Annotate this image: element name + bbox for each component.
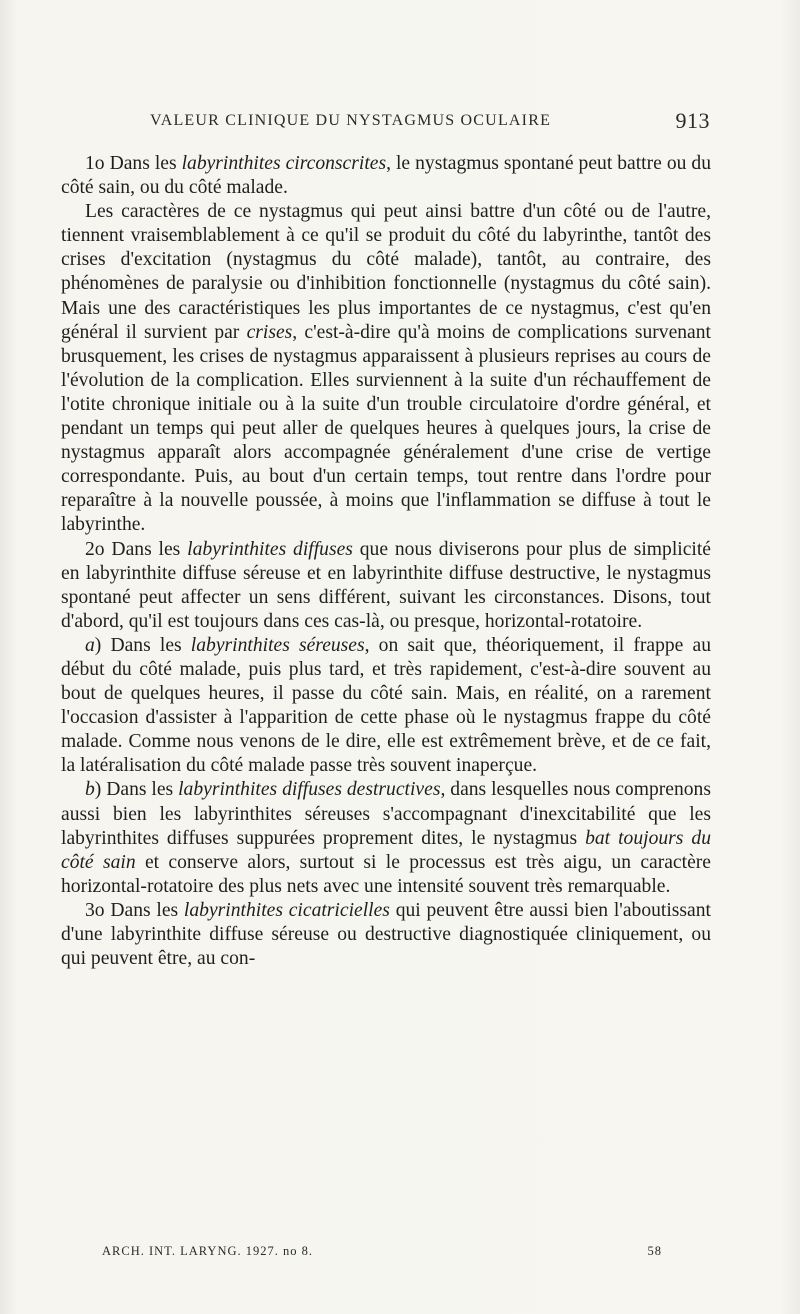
text-run: , dans lesquelles nous comprenons aussi bien les labyrinthites séreuses s'accompagnant d'inexcitabilité que les labyrinthites diffuses suppurées proprement dites, le nystagmus bbox=[61, 779, 711, 849]
paragraph bbox=[61, 778, 711, 898]
paragraph bbox=[61, 634, 711, 779]
italic-text: bat toujours du côté sain bbox=[61, 827, 711, 873]
italic-text: labyrinthites diffuses bbox=[187, 538, 353, 560]
journal-reference: ARCH. INT. LARYNG. 1927. no 8. bbox=[102, 1244, 314, 1258]
italic-text: labyrinthites cicatricielles bbox=[183, 899, 390, 921]
running-header bbox=[150, 108, 710, 138]
text-run: et conserve alors, surtout si le processus est très aigu, un caractère horizontal-rotatoire des plus nets avec une intensité souvent très remarquable. bbox=[61, 851, 711, 897]
italic-text: labyrinthites diffuses destructives bbox=[178, 779, 441, 801]
running-title: VALEUR CLINIQUE DU NYSTAGMUS OCULAIRE bbox=[150, 112, 552, 129]
italic-text: labyrinthites circonscrites bbox=[181, 153, 387, 174]
text-run: , le nystagmus spontané peut battre ou du côté sain, ou du côté malade. bbox=[61, 153, 711, 199]
paragraph bbox=[61, 152, 711, 200]
paragraph bbox=[61, 538, 711, 634]
text-run: , on sait que, théoriquement, il frappe au début du côté malade, puis plus tard, et très rapidement, c'est-à-dire souvent au bout de quelques heures, il passe du côté sain. Mais, en réalité, on a rarement l'occasion d'assister à l'apparition de cette phase où le nystagmus frappe du côté malade. Comme nous venons de le dire, elle est extrêmement brève, et de ce fait, la latéralisation du côté malade passe très souvent inaperçue. bbox=[61, 634, 711, 777]
text-run: que nous diviserons pour plus de simplicité en labyrinthite diffuse séreuse et en labyrinthite diffuse destructive, le nystagmus spontané peut affecter un sens différent, suivant les circonstances. Disons, tout d'abord, qu'il est toujours dans ces cas-là, ou presque, horizontal-rotatoire. bbox=[61, 538, 711, 632]
italic-text: crises bbox=[246, 321, 293, 343]
text-run: Les caractères de ce nystagmus qui peut ainsi battre d'un côté ou de l'autre, tiennent vraisemblablement à ce qu'il se produit du côté du labyrinthe, tantôt des crises d'excitation (nystagmus du côté malade), tantôt, au contraire, des phénomènes de paralysie ou d'inhibition fonctionnelle (nystagmus du côté sain). Mais une des caractéristiques les plus importantes de ce nystagmus, c'est qu'en général il survient par bbox=[61, 201, 711, 343]
text-run: ) Dans les bbox=[94, 779, 179, 801]
italic-text: labyrinthites séreuses bbox=[190, 634, 365, 656]
paragraph bbox=[61, 899, 711, 971]
text-run: qui peuvent être aussi bien l'aboutissant d'une labyrinthite diffuse séreuse ou destructive diagnostiquée cliniquement, ou qui peuvent être, au con- bbox=[61, 899, 711, 970]
paragraph bbox=[61, 200, 711, 537]
text-run: ) Dans les bbox=[94, 634, 191, 656]
article-body bbox=[61, 152, 711, 971]
text-run: 1o Dans les bbox=[85, 153, 182, 174]
italic-text: b bbox=[85, 779, 95, 801]
page-number: 913 bbox=[675, 108, 710, 133]
text-run: , c'est-à-dire qu'à moins de complications survenant brusquement, les crises de nystagmus apparaissent à plusieurs reprises au cours de l'évolution de la complication. Elles surviennent à la suite d'un réchauffement de l'otite chronique initiale ou à la suite d'un trouble circulatoire d'ordre général, et pendant un temps qui peut aller de quelques heures à quelques jours, la crise de nystagmus apparaît alors accompagnée généralement d'une crise de vertige correspondante. Puis, au bout d'un certain temps, tout rentre dans l'ordre pour reparaître à la nouvelle poussée, à moins que l'inflammation se diffuse à tout le labyrinthe. bbox=[61, 321, 711, 536]
text-run: 3o Dans les bbox=[85, 899, 184, 921]
signature-mark: 58 bbox=[647, 1244, 662, 1258]
page-footer bbox=[102, 1244, 662, 1264]
italic-text: a bbox=[85, 634, 95, 656]
text-run: 2o Dans les bbox=[85, 538, 188, 560]
